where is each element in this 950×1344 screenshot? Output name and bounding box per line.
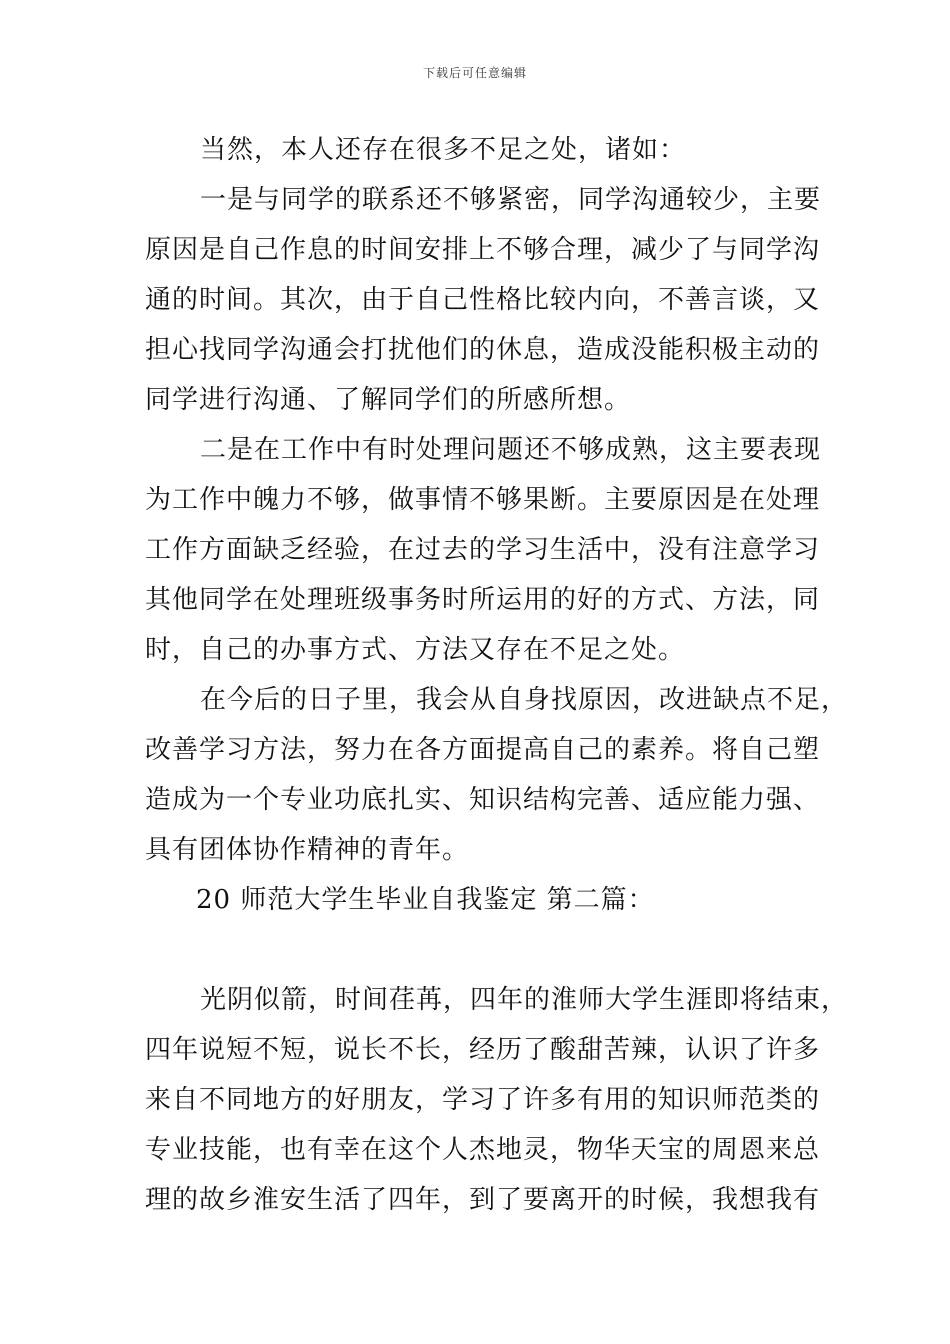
text-line: 担心找同学沟通会打扰他们的休息，造成没能积极主动的 bbox=[145, 335, 821, 365]
text-line: 同学进行沟通、了解同学们的所感所想。 bbox=[145, 385, 632, 415]
text-line: 原因是自己作息的时间安排上不够合理，减少了与同学沟 bbox=[145, 235, 821, 265]
text-line: 其他同学在处理班级事务时所运用的好的方式、方法，同 bbox=[145, 585, 821, 615]
text-line: 改善学习方法，努力在各方面提高自己的素养。将自己塑 bbox=[145, 735, 821, 765]
text-line: 二是在工作中有时处理问题还不够成熟，这主要表现 bbox=[200, 435, 822, 465]
text-line: 工作方面缺乏经验，在过去的学习生活中，没有注意学习 bbox=[145, 535, 821, 565]
text-line: 四年说短不短，说长不长，经历了酸甜苦辣，认识了许多 bbox=[145, 1035, 821, 1065]
text-line: 当然，本人还存在很多不足之处，诸如： bbox=[200, 135, 687, 165]
text-line: 专业技能，也有幸在这个人杰地灵，物华天宝的周恩来总 bbox=[145, 1135, 821, 1165]
text-line: 理的故乡淮安生活了四年，到了要离开的时候，我想我有 bbox=[145, 1185, 821, 1215]
text-line: 时，自己的办事方式、方法又存在不足之处。 bbox=[145, 635, 686, 665]
text-line: 通的时间。其次，由于自己性格比较内向，不善言谈，又 bbox=[145, 285, 821, 315]
text-line: 来自不同地方的好朋友，学习了许多有用的知识师范类的 bbox=[145, 1085, 821, 1115]
text-line: 光阴似箭，时间荏苒，四年的淮师大学生涯即将结束， bbox=[200, 985, 849, 1015]
page-header: 下载后可任意编辑 bbox=[422, 66, 527, 80]
text-line: 造成为一个专业功底扎实、知识结构完善、适应能力强、 bbox=[145, 785, 821, 815]
text-line: 在今后的日子里，我会从自身找原因，改进缺点不足， bbox=[200, 685, 849, 715]
section-title: 20 师范大学生毕业自我鉴定 第二篇： bbox=[196, 885, 655, 915]
text-line: 为工作中魄力不够，做事情不够果断。主要原因是在处理 bbox=[145, 485, 821, 515]
text-line: 一是与同学的联系还不够紧密，同学沟通较少，主要 bbox=[200, 185, 822, 215]
text-line: 具有团体协作精神的青年。 bbox=[145, 835, 470, 865]
